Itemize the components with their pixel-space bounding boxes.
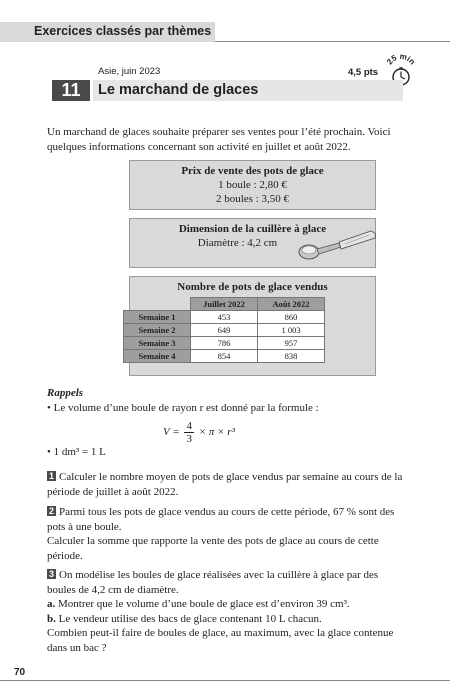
question-1-number: 1 (48, 471, 54, 481)
question-2-task: Calculer la somme que rapporte la vente des pots de glace au cours de cette période. (47, 535, 379, 562)
price-box-title: Prix de vente des pots de glace (181, 165, 324, 177)
table-header-row (124, 298, 325, 311)
exercise-source: Asie, juin 2023 (98, 66, 161, 77)
question-2-number: 2 (48, 506, 54, 516)
formula-lhs: V = (163, 426, 180, 439)
question-3b-label: b. (47, 612, 56, 625)
rappels-bullet-volume: • Le volume d’une boule de rayon r est donné par la formule : (47, 402, 319, 414)
question-2-text: Parmi tous les pots de glace vendus au cours de cette période, 67 % sont des pots à une boule. (47, 506, 395, 533)
rappels-bullet-liter: • 1 dm³ = 1 L (47, 446, 106, 458)
question-3 (47, 568, 407, 655)
cell-value: 1 003 (258, 324, 325, 337)
cell-value: 860 (258, 311, 325, 324)
intro-text: Un marchand de glaces souhaite préparer ses ventes pour l’été prochain. Voici quelques informations concernant son activité en juillet et août 2022. (47, 126, 391, 153)
cell-value: 649 (191, 324, 258, 337)
exercise-points: 4,5 pts (348, 67, 379, 78)
column-header-july: Juillet 2022 (191, 298, 258, 311)
question-2 (47, 505, 407, 563)
row-label: Semaine 4 (124, 350, 191, 363)
question-1-text: Calculer le nombre moyen de pots de glace vendus par semaine au cours de la période de juillet à août 2022. (47, 471, 403, 498)
svg-text:25 min (385, 54, 417, 66)
scoop-diameter: Diamètre : 4,2 cm (197, 237, 278, 249)
question-3-number: 3 (48, 569, 54, 579)
section-title: Exercices classés par thèmes (34, 24, 212, 38)
row-label: Semaine 2 (124, 324, 191, 337)
price-box (129, 160, 376, 210)
question-3a-label: a. (47, 598, 56, 610)
rappels-title: Rappels (47, 387, 84, 399)
scoop-box-title: Dimension de la cuillère à glace (178, 223, 327, 235)
cell-value: 453 (191, 311, 258, 324)
header-divider (215, 41, 450, 42)
table-row (124, 337, 325, 350)
ice-cream-scoop-icon (295, 225, 380, 265)
question-3-text: On modélise les boules de glace réalisées avec la cuillère à glace par des boules de 4,2 cm de diamètre. (47, 569, 379, 596)
sales-table (123, 297, 325, 363)
footer-divider (0, 680, 450, 681)
question-1 (47, 470, 407, 499)
price-line-2: 2 boules : 3,50 € (215, 193, 290, 205)
cell-value: 838 (258, 350, 325, 363)
cell-value: 957 (258, 337, 325, 350)
sales-box-title: Nombre de pots de glace vendus (177, 281, 328, 293)
question-3b-task: Combien peut-il faire de boules de glace, au maximum, avec la glace contenue dans un bac ? (47, 627, 394, 654)
question-3b-text: Le vendeur utilise des bacs de glace contenant 10 L chacun. (58, 612, 322, 625)
scoop-box (129, 218, 376, 268)
formula-numerator: 4 (186, 420, 192, 432)
formula-fraction (184, 420, 194, 445)
row-label: Semaine 3 (124, 337, 191, 350)
page-number: 70 (14, 667, 26, 678)
formula-rhs: × π × r³ (198, 426, 235, 439)
column-header-august: Août 2022 (258, 298, 325, 311)
volume-formula (163, 420, 235, 445)
table-row (124, 350, 325, 363)
table-row (124, 324, 325, 337)
row-label: Semaine 1 (124, 311, 191, 324)
exercise-title: Le marchand de glaces (98, 82, 259, 98)
formula-denominator: 3 (186, 433, 192, 445)
table-row (124, 311, 325, 324)
question-3a-text: Montrer que le volume d’une boule de glace est d’environ 39 cm³. (58, 598, 350, 610)
exercise-number: 11 (52, 80, 90, 101)
price-line-1: 1 boule : 2,80 € (218, 179, 287, 191)
cell-value: 786 (191, 337, 258, 350)
cell-value: 854 (191, 350, 258, 363)
timer-label: 25 min (384, 54, 418, 67)
